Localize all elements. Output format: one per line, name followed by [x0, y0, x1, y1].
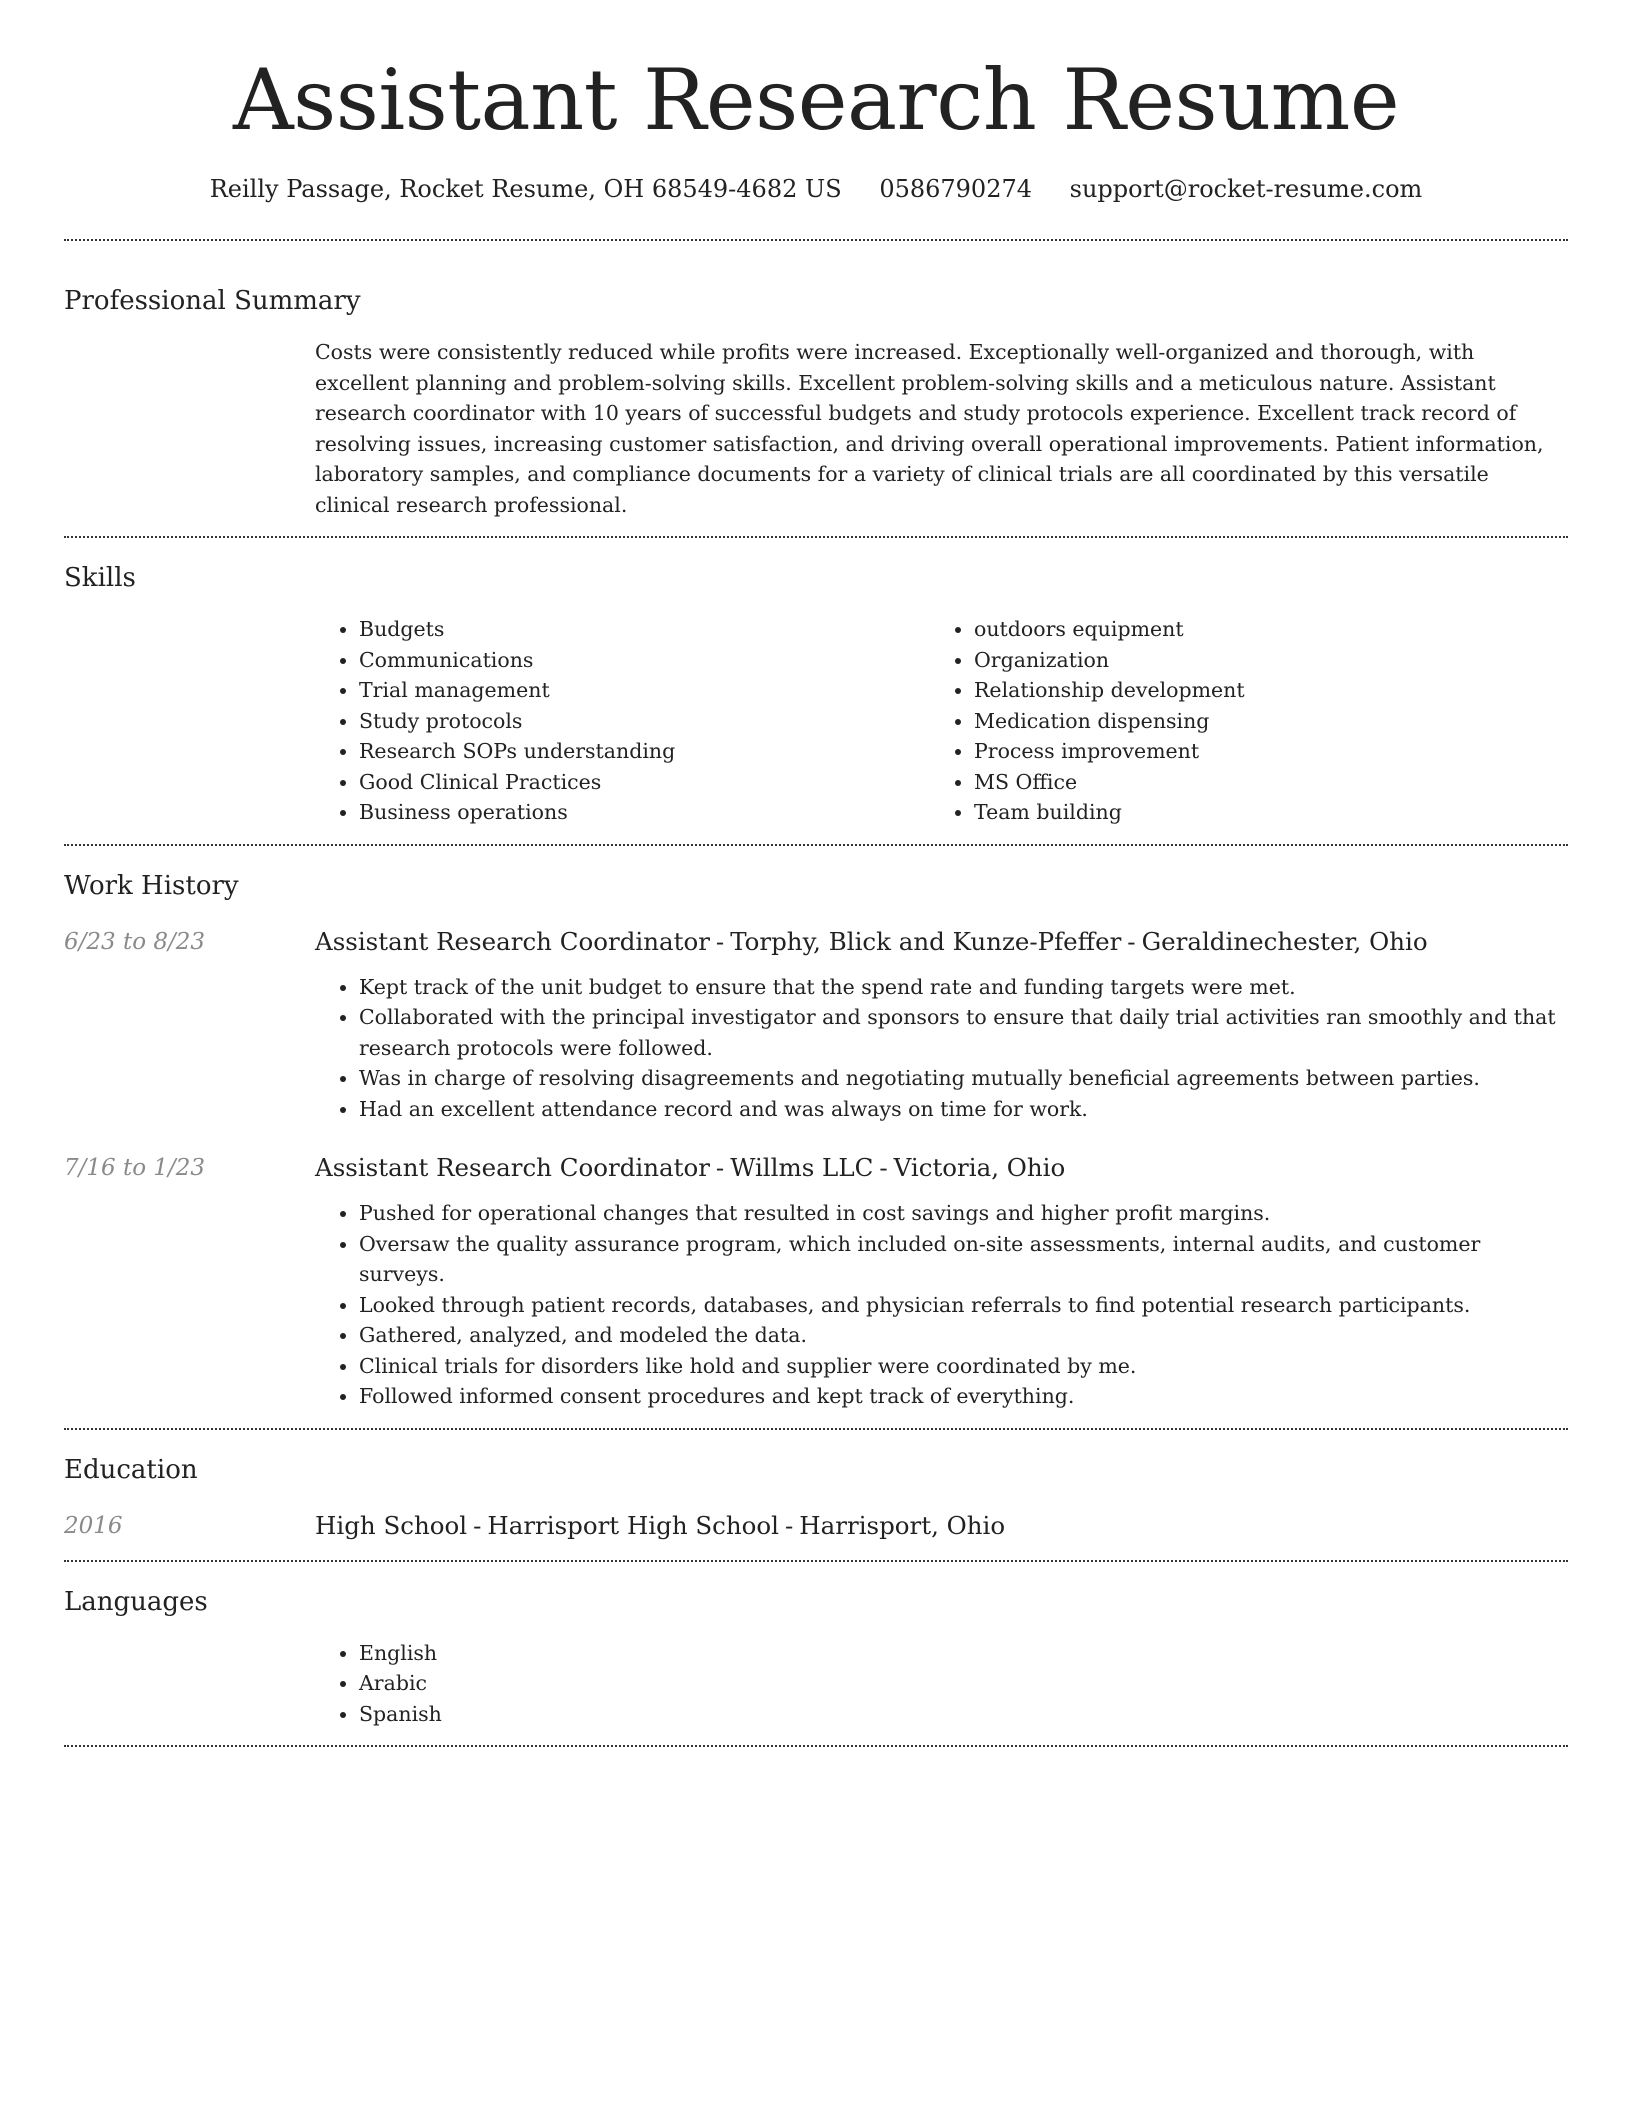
job-company: Torphy, Blick and Kunze-Pfeffer [730, 926, 1122, 956]
job-bullet: • Collaborated with the principal investigator and sponsors to ensure that daily trial activities ran smoothly and that research protocols were followed. [359, 1002, 1568, 1063]
skill-item: • Budgets [359, 614, 930, 645]
resume-title: Assistant Research Resume [232, 51, 1400, 149]
section-title-work-history: Work History [64, 870, 239, 901]
language-item: • Spanish [359, 1699, 1568, 1730]
skills-column-right [930, 614, 1545, 828]
job-bullet: • Pushed for operational changes that resulted in cost savings and higher profit margins. [359, 1198, 1568, 1229]
divider [64, 1745, 1568, 1747]
education-degree: High School [315, 1510, 468, 1540]
job-company: Willms LLC [730, 1153, 874, 1182]
language-item: • English [359, 1638, 1568, 1669]
contact-address: Reilly Passage, Rocket Resume, OH 68549-4682 US [209, 175, 842, 203]
job-date: 6/23 to 8/23 [64, 928, 206, 955]
job-bullet: • Followed informed consent procedures and kept track of everything. [359, 1381, 1568, 1412]
education-section [64, 1430, 1568, 1560]
skill-item: • Organization [974, 645, 1545, 676]
languages-list [315, 1638, 1568, 1730]
education-separator: - [785, 1510, 794, 1540]
job-bullet: • Kept track of the unit budget to ensure that the spend rate and funding targets were met. [359, 972, 1568, 1003]
job-bullets [315, 1198, 1568, 1412]
summary-text: Costs were consistently reduced while profits were increased. Exceptionally well-organized and thorough, with excellent planning and problem-solving skills. Excellent problem-solving skills and a meticulous nature. Assistant research coordinator with 10 years of successful budgets and study protocols experience. Excellent track record of resolving issues, increasing customer satisfaction, and driving overall operational improvements. Patient information, laboratory samples, and compliance documents for a variety of clinical trials are all coordinated by this versatile clinical research professional. [315, 340, 1544, 517]
job-role: Assistant Research Coordinator [315, 1153, 710, 1182]
education-title [315, 1508, 1005, 1544]
job-bullets [315, 972, 1568, 1125]
skill-item: • outdoors equipment [974, 614, 1545, 645]
job-bullet: • Had an excellent attendance record and was always on time for work. [359, 1094, 1568, 1125]
contact-line [64, 172, 1568, 206]
skill-item: • MS Office [974, 767, 1545, 798]
job-entry [64, 1150, 1568, 1412]
resume-header [64, 0, 1568, 206]
job-bullet: • Gathered, analyzed, and modeled the data. [359, 1320, 1568, 1351]
skill-item: • Research SOPs understanding [359, 736, 930, 767]
job-bullet: • Oversaw the quality assurance program, which included on-site assessments, internal audits, and customer surveys. [359, 1229, 1568, 1290]
education-entry [64, 1508, 1568, 1544]
skill-item: • Relationship development [974, 675, 1545, 706]
skills-section [64, 538, 1568, 844]
professional-summary-section [64, 241, 1568, 536]
contact-phone: 0586790274 [879, 175, 1033, 203]
job-separator: - [715, 1153, 725, 1182]
skill-item: • Trial management [359, 675, 930, 706]
job-separator: - [1127, 926, 1136, 956]
skill-item: • Good Clinical Practices [359, 767, 930, 798]
skill-item: • Business operations [359, 797, 930, 828]
job-role: Assistant Research Coordinator [315, 926, 710, 956]
education-date: 2016 [64, 1512, 123, 1539]
job-title [315, 1150, 1568, 1186]
skills-column-left [315, 614, 930, 828]
skill-item: • Medication dispensing [974, 706, 1545, 737]
skills-grid [315, 614, 1568, 828]
skill-item: • Team building [974, 797, 1545, 828]
job-body [315, 1150, 1568, 1412]
job-bullet: • Was in charge of resolving disagreements and negotiating mutually beneficial agreements between parties. [359, 1063, 1568, 1094]
education-separator: - [473, 1510, 482, 1540]
education-location: Harrisport, Ohio [799, 1510, 1006, 1540]
section-title-education: Education [64, 1454, 198, 1485]
section-title-skills: Skills [64, 563, 136, 593]
job-bullet: • Looked through patient records, databases, and physician referrals to find potential research participants. [359, 1290, 1568, 1321]
job-separator: - [879, 1153, 888, 1182]
job-title [315, 924, 1568, 960]
skill-item: • Study protocols [359, 706, 930, 737]
language-item: • Arabic [359, 1668, 1568, 1699]
job-location: Victoria, Ohio [893, 1153, 1066, 1182]
job-location: Geraldinechester, Ohio [1141, 926, 1428, 956]
section-title-languages: Languages [64, 1586, 208, 1617]
languages-section [64, 1562, 1568, 1746]
contact-email: support@rocket-resume.com [1069, 175, 1423, 203]
job-date: 7/16 to 1/23 [64, 1155, 206, 1181]
job-entry [64, 924, 1568, 1125]
job-bullet: • Clinical trials for disorders like hold and supplier were coordinated by me. [359, 1351, 1568, 1382]
section-title-summary: Professional Summary [64, 286, 361, 316]
education-school: Harrisport High School [487, 1510, 780, 1540]
job-separator: - [715, 926, 725, 956]
work-history-section [64, 846, 1568, 1428]
skill-item: • Communications [359, 645, 930, 676]
job-body [315, 924, 1568, 1125]
skill-item: • Process improvement [974, 736, 1545, 767]
